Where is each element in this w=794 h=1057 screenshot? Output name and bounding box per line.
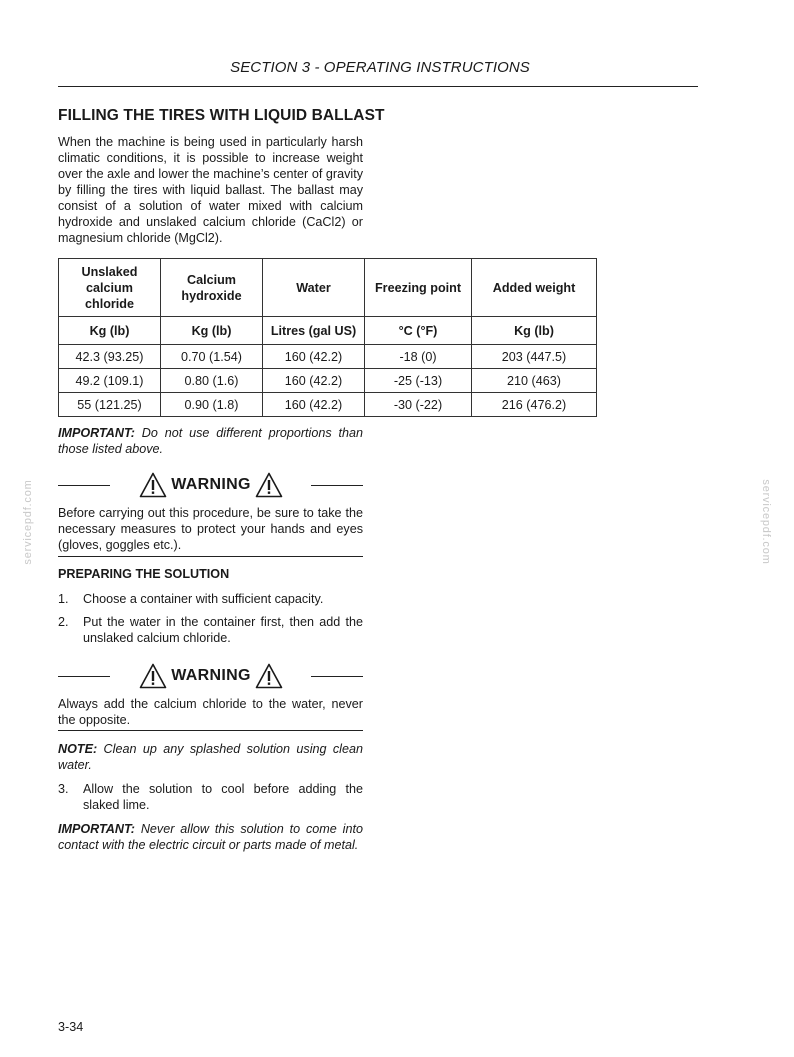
table-cell: 0.70 (1.54) [161,345,263,369]
warning-triangle-icon [255,663,283,689]
table-cell: 160 (42.2) [263,393,365,417]
table-header-cell: Calcium hydroxide [161,259,263,317]
table-cell: -18 (0) [365,345,472,369]
step-text: Put the water in the container first, then add the unslaked calcium chloride. [83,615,363,645]
table-unit-cell: Kg (lb) [161,317,263,345]
table-header-cell: Added weight [472,259,597,317]
important-label: IMPORTANT: [58,426,135,440]
table-unit-cell: °C (°F) [365,317,472,345]
important-text: Never allow this solution to come into contact with the electric circuit or parts made of metal. [58,822,363,852]
section-header: SECTION 3 - OPERATING INSTRUCTIONS [230,59,530,76]
table-cell: 210 (463) [472,369,597,393]
table-cell: 203 (447.5) [472,345,597,369]
warning-triangle-icon [255,472,283,498]
warning-rule-left [58,676,110,677]
page-title: FILLING THE TIRES WITH LIQUID BALLAST [58,107,385,124]
warning-rule-right [311,485,363,486]
step-text: Allow the solution to cool before adding the slaked lime. [83,782,363,812]
table-row [59,369,597,393]
watermark-left: servicepdf.com [22,479,34,565]
list-item [58,591,363,607]
list-item [58,614,363,646]
warning-triangle-icon [139,663,167,689]
ballast-table [58,258,597,417]
table-header-cell: Freezing point [365,259,472,317]
note-text: Clean up any splashed solution using clean water. [58,742,363,772]
table-cell: 49.2 (109.1) [59,369,161,393]
warning-text: Always add the calcium chloride to the water, never the opposite. [58,697,363,727]
warning-triangle-icon [139,472,167,498]
intro-paragraph: When the machine is being used in particularly harsh climatic conditions, it is possible to increase weight over the axle and lower the machine’s center of gravity by filling the tires with liquid ballast. The ballast may consist of a solution of water mixed with calcium hydroxide and unslaked calcium chloride (CaCl2) or magnesium chloride (MgCl2). [58,135,363,245]
table-header-cell: Unslaked calcium chloride [59,259,161,317]
list-item [58,781,363,813]
warning-divider [58,556,363,557]
table-cell: -30 (-22) [365,393,472,417]
table-cell: 0.80 (1.6) [161,369,263,393]
table-cell: -25 (-13) [365,369,472,393]
warning-banner [58,661,363,691]
table-unit-cell: Kg (lb) [472,317,597,345]
important-label: IMPORTANT: [58,822,135,836]
note-label: NOTE: [58,742,98,756]
table-unit-cell: Kg (lb) [59,317,161,345]
table-row [59,393,597,417]
warning-rule-left [58,485,110,486]
table-units-row [59,317,597,345]
important-text: Do not use different proportions than those listed above. [58,426,363,456]
important-note-proportions [58,425,363,457]
table-row [59,345,597,369]
table-cell: 160 (42.2) [263,345,365,369]
table-cell: 0.90 (1.8) [161,393,263,417]
step-text: Choose a container with sufficient capacity. [83,592,324,606]
note-paragraph [58,741,363,773]
step-number: 2. [58,615,69,629]
warning-divider [58,730,363,731]
table-header-cell: Water [263,259,365,317]
page-number: 3-34 [58,1020,84,1034]
warning-banner [58,470,363,500]
table-cell: 55 (121.25) [59,393,161,417]
table-header-row [59,259,597,317]
table-unit-cell: Litres (gal US) [263,317,365,345]
header-divider [58,86,698,87]
subsection-heading: PREPARING THE SOLUTION [58,567,230,581]
table-cell: 42.3 (93.25) [59,345,161,369]
warning-label: WARNING [171,476,251,493]
step-number: 1. [58,592,69,606]
table-cell: 216 (476.2) [472,393,597,417]
watermark-right: servicepdf.com [760,479,772,565]
warning-rule-right [311,676,363,677]
important-note-electrical [58,821,363,853]
table-cell: 160 (42.2) [263,369,365,393]
warning-label: WARNING [171,667,251,684]
warning-text: Before carrying out this procedure, be sure to take the necessary measures to protect your hands and eyes (gloves, goggles etc.). [58,506,363,552]
step-number: 3. [58,782,69,796]
